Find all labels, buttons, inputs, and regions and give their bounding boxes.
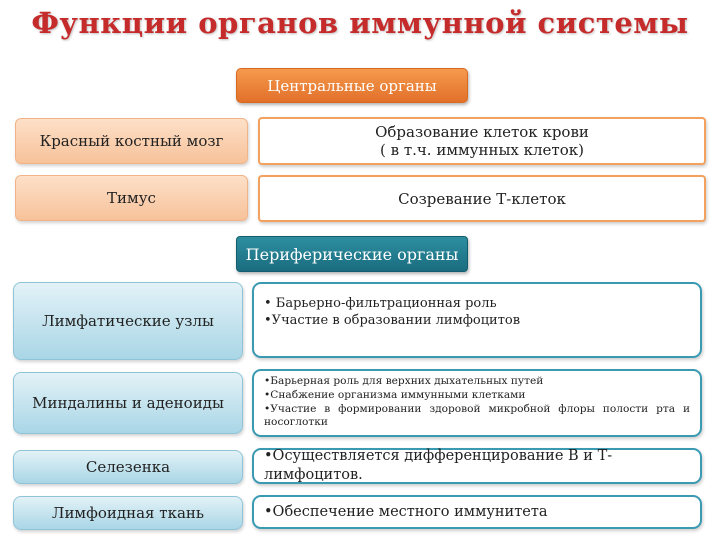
function-lymph-nodes (252, 282, 702, 358)
peripheral-organs-header: Периферические органы (236, 236, 468, 272)
function-line: Созревание Т-клеток (398, 189, 566, 208)
function-tonsils-adenoids (252, 369, 702, 437)
function-line: Образование клеток крови (375, 123, 589, 141)
organ-lymphoid-tissue: Лимфоидная ткань (13, 496, 243, 530)
organ-spleen: Селезенка (13, 450, 243, 484)
function-spleen (252, 448, 702, 484)
function-thymus (258, 175, 706, 222)
bullet-item: •Обеспечение местного иммунитета (264, 503, 548, 520)
organ-lymph-nodes: Лимфатические узлы (13, 282, 243, 360)
function-red-bone-marrow (258, 117, 706, 165)
bullet-item: •Снабжение организма иммунными клетками (264, 388, 526, 401)
function-lymphoid-tissue (252, 495, 702, 529)
function-line: ( в т.ч. иммунных клеток) (379, 141, 584, 159)
bullet-item: •Барьерная роль для верхних дыхательных путей (264, 375, 544, 387)
page-title: Функции органов иммунной системы (31, 6, 689, 40)
organ-red-bone-marrow: Красный костный мозг (15, 118, 248, 164)
central-organs-header: Центральные органы (236, 68, 468, 103)
bullet-item: • Барьерно-фильтрационная роль (264, 296, 497, 311)
organ-thymus: Тимус (15, 175, 248, 221)
bullet-item: •Участие в образовании лимфоцитов (264, 312, 521, 328)
bullet-item: •Участие в формировании здоровой микробной флоры полости рта и носоглотки (264, 402, 690, 429)
organ-tonsils-adenoids: Миндалины и аденоиды (13, 372, 243, 434)
bullet-item: •Осуществляется дифференцирование В и Т-лимфоцитов. (264, 448, 613, 483)
